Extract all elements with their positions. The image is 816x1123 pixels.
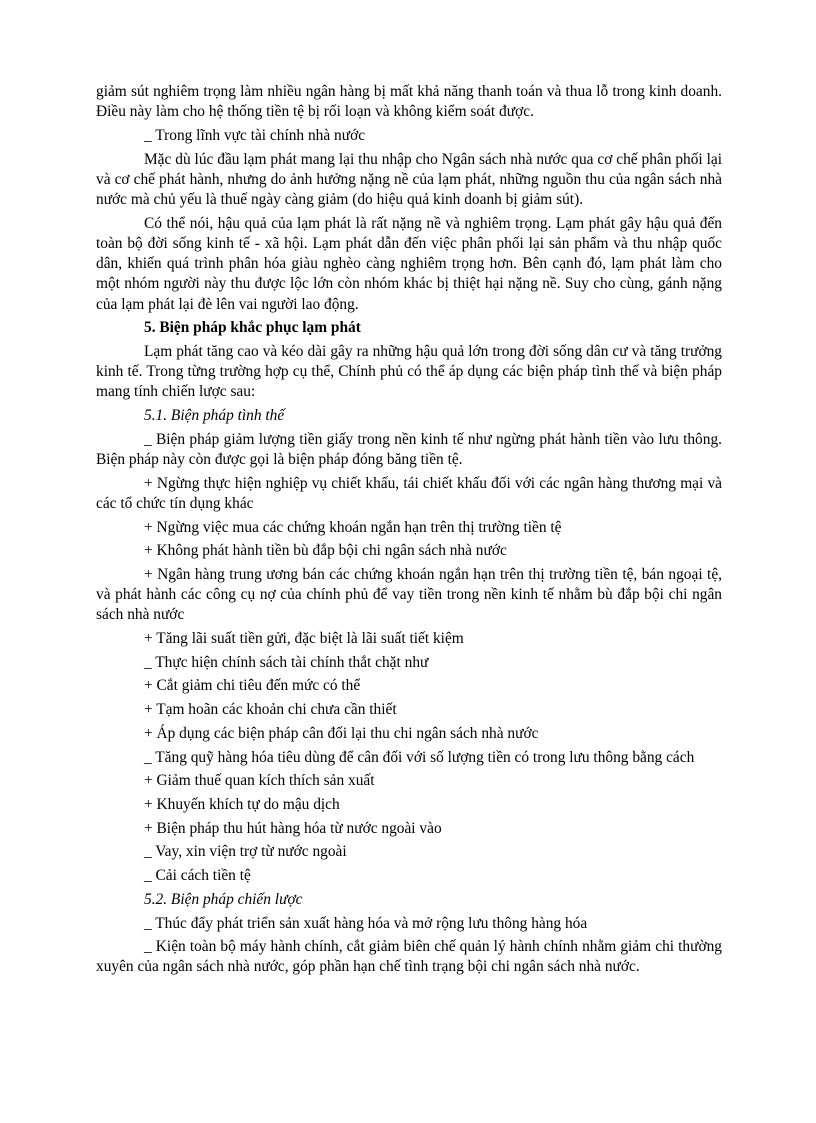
bullet-currency-reform: _ Cải cách tiền tệ: [144, 867, 251, 885]
list-item-reduce-tariffs: + Giảm thuế quan kích thích sản xuất: [144, 772, 375, 790]
subsection-heading-5-1: 5.1. Biện pháp tình thế: [144, 407, 285, 425]
list-item-attract-imports: + Biện pháp thu hút hàng hóa từ nước ngoài vào: [144, 819, 442, 837]
bullet-foreign-aid: _ Vay, xin viện trợ từ nước ngoài: [144, 843, 347, 861]
list-item-central-bank-sells: + Ngân hàng trung ương bán các chứng khoán ngắn hạn trên thị trường tiền tệ, bán ngoại tệ, và phát hành các công cụ nợ của chính phủ để vay tiền trong nền kinh tế nhằm bù đắp bội chi ngân sách nhà nước: [96, 565, 722, 624]
bullet-state-finance: _ Trong lĩnh vực tài chính nhà nước: [144, 126, 366, 144]
list-item-no-money-issue: + Không phát hành tiền bù đắp bội chi ngân sách nhà nước: [144, 542, 507, 560]
document-page: [96, 82, 722, 981]
bullet-tight-fiscal-policy: _ Thực hiện chính sách tài chính thắt chặt như: [144, 653, 429, 671]
list-item-stop-buying-securities: + Ngừng việc mua các chứng khoán ngắn hạn trên thị trường tiền tệ: [144, 518, 562, 536]
paragraph-summary-consequences: Có thể nói, hậu quả của lạm phát là rất nặng nề và nghiêm trọng. Lạm phát gây hậu quả đến toàn bộ đời sống kinh tế - xã hội. Lạm phát dẫn đến việc phân phối lại sản phẩm và thu nhập quốc dân, khiến quá trình phân hóa giàu nghèo càng nghiêm trọng hơn. Bên cạnh đó, lạm phát làm cho một nhóm người này thu được lộc lớn còn nhóm khác bị thiệt hại nặng nề. Suy cho cùng, gánh nặng của lạm phát lại đè lên vai người lao động.: [96, 214, 722, 313]
bullet-administrative-reform: _ Kiện toàn bộ máy hành chính, cắt giảm biên chế quản lý hành chính nhằm giảm chi thường xuyên của ngân sách nhà nước, góp phần hạn chế tình trạng bội chi ngân sách nhà nước.: [96, 938, 722, 976]
paragraph-state-budget: Mặc dù lúc đầu lạm phát mang lại thu nhập cho Ngân sách nhà nước qua cơ chế phân phối lại và cơ chế phát hành, nhưng do ảnh hưởng nặng nề của lạm phát, những nguồn thu của ngân sách nhà nước mà chủ yếu là thuế ngày càng giảm (do hiệu quả kinh doanh bị giảm sút).: [96, 150, 722, 209]
list-item-cut-spending: + Cắt giảm chi tiêu đến mức có thể: [144, 677, 361, 695]
bullet-promote-production: _ Thúc đẩy phát triển sản xuất hàng hóa và mở rộng lưu thông hàng hóa: [144, 914, 588, 932]
section-heading-5: 5. Biện pháp khắc phục lạm phát: [144, 319, 361, 337]
list-item-rebalance-budget: + Áp dụng các biện pháp cân đối lại thu chi ngân sách nhà nước: [144, 724, 539, 742]
subsection-heading-5-2: 5.2. Biện pháp chiến lược: [144, 890, 303, 908]
list-item-free-trade: + Khuyến khích tự do mậu dịch: [144, 796, 340, 813]
bullet-reduce-paper-money: _ Biện pháp giảm lượng tiền giấy trong nền kinh tế như ngừng phát hành tiền vào lưu thông. Biện pháp này còn được gọi là biện pháp đóng băng tiền tệ.: [96, 430, 722, 468]
list-item-raise-interest: + Tăng lãi suất tiền gửi, đặc biệt là lãi suất tiết kiệm: [144, 630, 464, 648]
bullet-increase-goods: _ Tăng quỹ hàng hóa tiêu dùng để cân đối với số lượng tiền có trong lưu thông bằng cách: [144, 748, 695, 766]
paragraph-intro-measures: Lạm phát tăng cao và kéo dài gây ra những hậu quả lớn trong đời sống dân cư và tăng trưởng kinh tế. Trong từng trường hợp cụ thể, Chính phủ có thể áp dụng các biện pháp tình thế và biện pháp mang tính chiến lược sau:: [96, 342, 722, 401]
paragraph-banking-consequence: giảm sút nghiêm trọng làm nhiều ngân hàng bị mất khả năng thanh toán và thua lỗ trong kinh doanh. Điều này làm cho hệ thống tiền tệ bị rối loạn và không kiểm soát được.: [96, 83, 722, 121]
list-item-stop-discount: + Ngừng thực hiện nghiệp vụ chiết khấu, tái chiết khấu đối với các ngân hàng thương mại và các tổ chức tín dụng khác: [96, 474, 722, 512]
list-item-postpone-spending: + Tạm hoãn các khoản chi chưa cần thiết: [144, 701, 397, 719]
